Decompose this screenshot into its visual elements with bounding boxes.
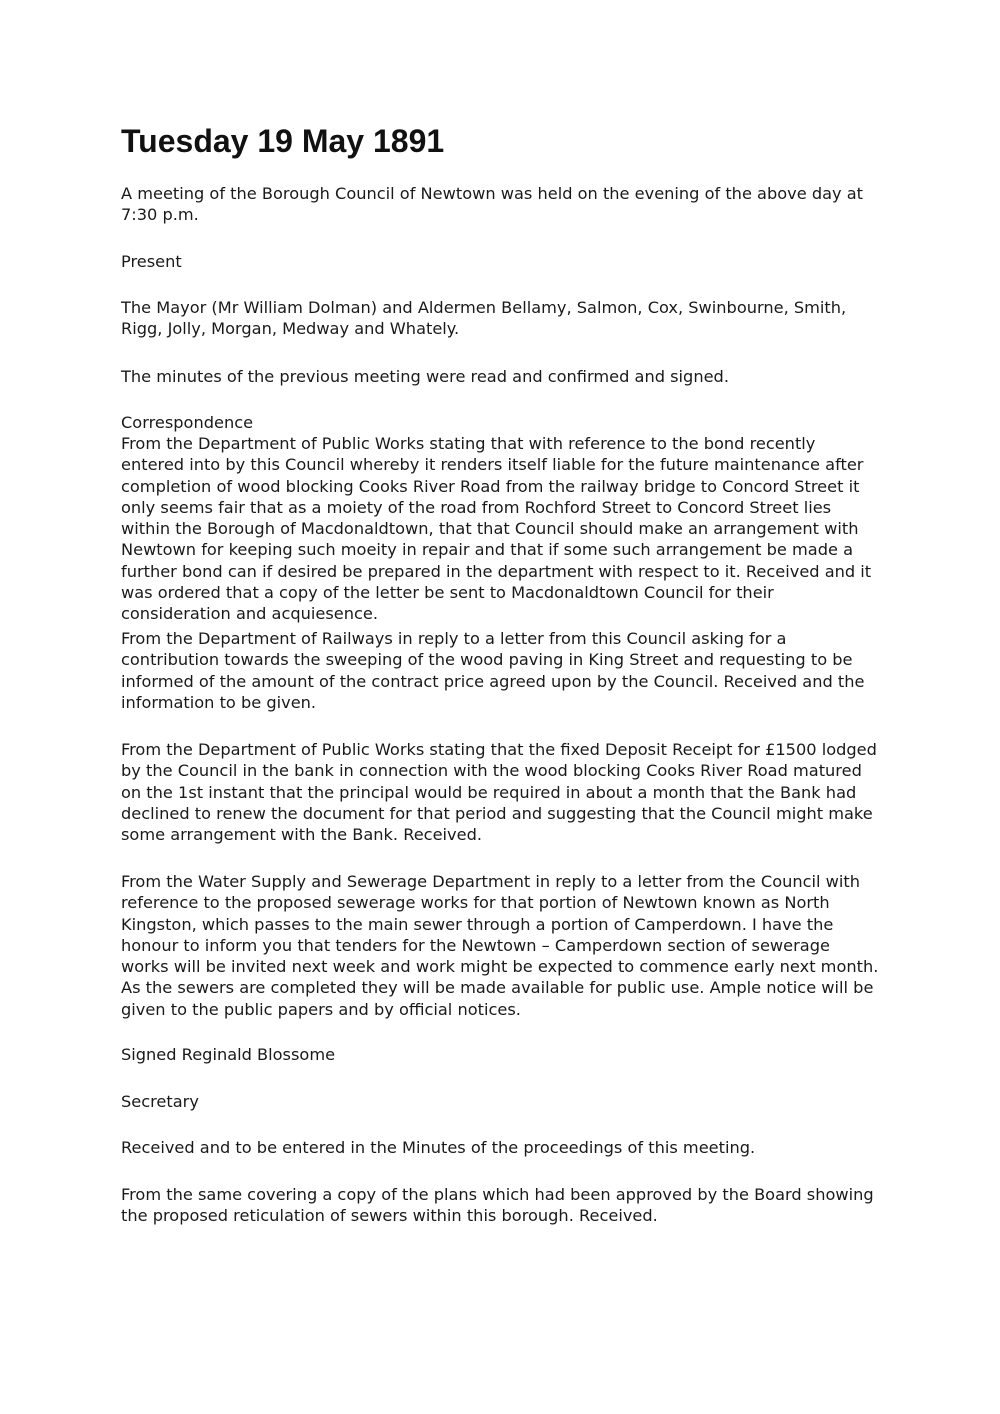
- correspondence-item: From the Water Supply and Sewerage Department in reply to a letter from the Council with reference to the proposed sewerage works for that portion of Newtown known as North Kingston, which passes to the main sewer through a portion of Camperdown. I have the honour to inform you that tenders for the Newtown – Camperdown section of sewerage works will be invited next week and work might be expected to commence early next month. As the sewers are completed they will be made available for public use. Ample notice will be given to the public papers and by official notices.: [121, 872, 879, 1019]
- signatory-title: Secretary: [121, 1092, 199, 1111]
- present-heading: Present: [121, 252, 182, 271]
- correspondence-heading: Correspondence: [121, 413, 254, 432]
- signature-line: Signed Reginald Blossome: [121, 1045, 336, 1064]
- plans-item: From the same covering a copy of the plans which had been approved by the Board showing the proposed reticulation of sewers within this borough. Received.: [121, 1185, 874, 1226]
- document-title: Tuesday 19 May 1891: [121, 123, 445, 159]
- received-entered-paragraph: Received and to be entered in the Minutes of the proceedings of this meeting.: [121, 1138, 756, 1157]
- present-list: The Mayor (Mr William Dolman) and Aldermen Bellamy, Salmon, Cox, Swinbourne, Smith, Rigg, Jolly, Morgan, Medway and Whately.: [121, 298, 847, 339]
- minutes-paragraph: The minutes of the previous meeting were read and confirmed and signed.: [121, 367, 729, 386]
- correspondence-item: From the Department of Railways in reply to a letter from this Council asking for a contribution towards the sweeping of the wood paving in King Street and requesting to be informed of the amount of the contract price agreed upon by the Council. Received and the information to be given.: [121, 629, 865, 712]
- correspondence-item: From the Department of Public Works stating that with reference to the bond recently entered into by this Council whereby it renders itself liable for the future maintenance after completion of wood blocking Cooks River Road from the railway bridge to Concord Street it only seems fair that as a moiety of the road from Rochford Street to Concord Street lies within the Borough of Macdonaldtown, that that Council should make an arrangement with Newtown for keeping such moeity in repair and that if some such arrangement be made a further bond can if desired be prepared in the department with respect to it. Received and it was ordered that a copy of the letter be sent to Macdonaldtown Council for their consideration and acquiesence.: [121, 434, 872, 624]
- correspondence-item: From the Department of Public Works stating that the fixed Deposit Receipt for £1500 lodged by the Council in the bank in connection with the wood blocking Cooks River Road matured on the 1st instant that the principal would be required in about a month that the Bank had declined to renew the document for that period and suggesting that the Council might make some arrangement with the Bank. Received.: [121, 740, 877, 845]
- intro-paragraph: A meeting of the Borough Council of Newtown was held on the evening of the above day at 7:30 p.m.: [121, 184, 864, 225]
